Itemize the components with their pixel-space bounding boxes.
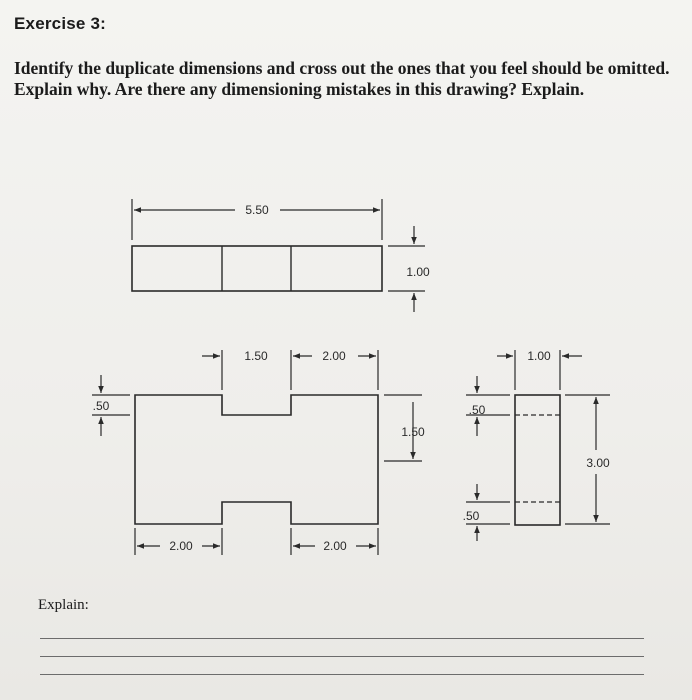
- top-view: [132, 199, 425, 312]
- side-view-outline: [515, 395, 560, 525]
- front-right-top-dim: 2.00: [322, 349, 346, 363]
- instructions-line-2: Explain why. Are there any dimensioning mistakes in this drawing? Explain.: [14, 79, 585, 99]
- answer-line-1[interactable]: [40, 638, 644, 639]
- side-view: [466, 350, 610, 541]
- instructions-line-1: Identify the duplicate dimensions and cross out the ones that you feel should be omitted.: [14, 58, 670, 78]
- front-notch-dim: 1.50: [244, 349, 268, 363]
- front-bottom-right-dim: 2.00: [323, 539, 347, 553]
- answer-line-3[interactable]: [40, 674, 644, 675]
- side-width-dim: 1.00: [527, 349, 551, 363]
- side-top-dim: .50: [468, 403, 486, 417]
- exercise-title: Exercise 3:: [14, 14, 106, 33]
- side-height-dim: 3.00: [586, 456, 610, 470]
- explain-label: Explain:: [38, 597, 89, 613]
- top-width-dim: 5.50: [245, 203, 269, 217]
- front-view: [92, 350, 422, 555]
- front-view-outline: [135, 395, 378, 524]
- front-left-step-dim: .50: [92, 399, 110, 413]
- top-view-outline: [132, 246, 382, 291]
- answer-line-2[interactable]: [40, 656, 644, 657]
- side-bottom-dim: .50: [462, 509, 480, 523]
- front-bottom-left-dim: 2.00: [169, 539, 193, 553]
- front-right-step-dim: 1.50: [401, 425, 425, 439]
- top-height-dim: 1.00: [406, 265, 430, 279]
